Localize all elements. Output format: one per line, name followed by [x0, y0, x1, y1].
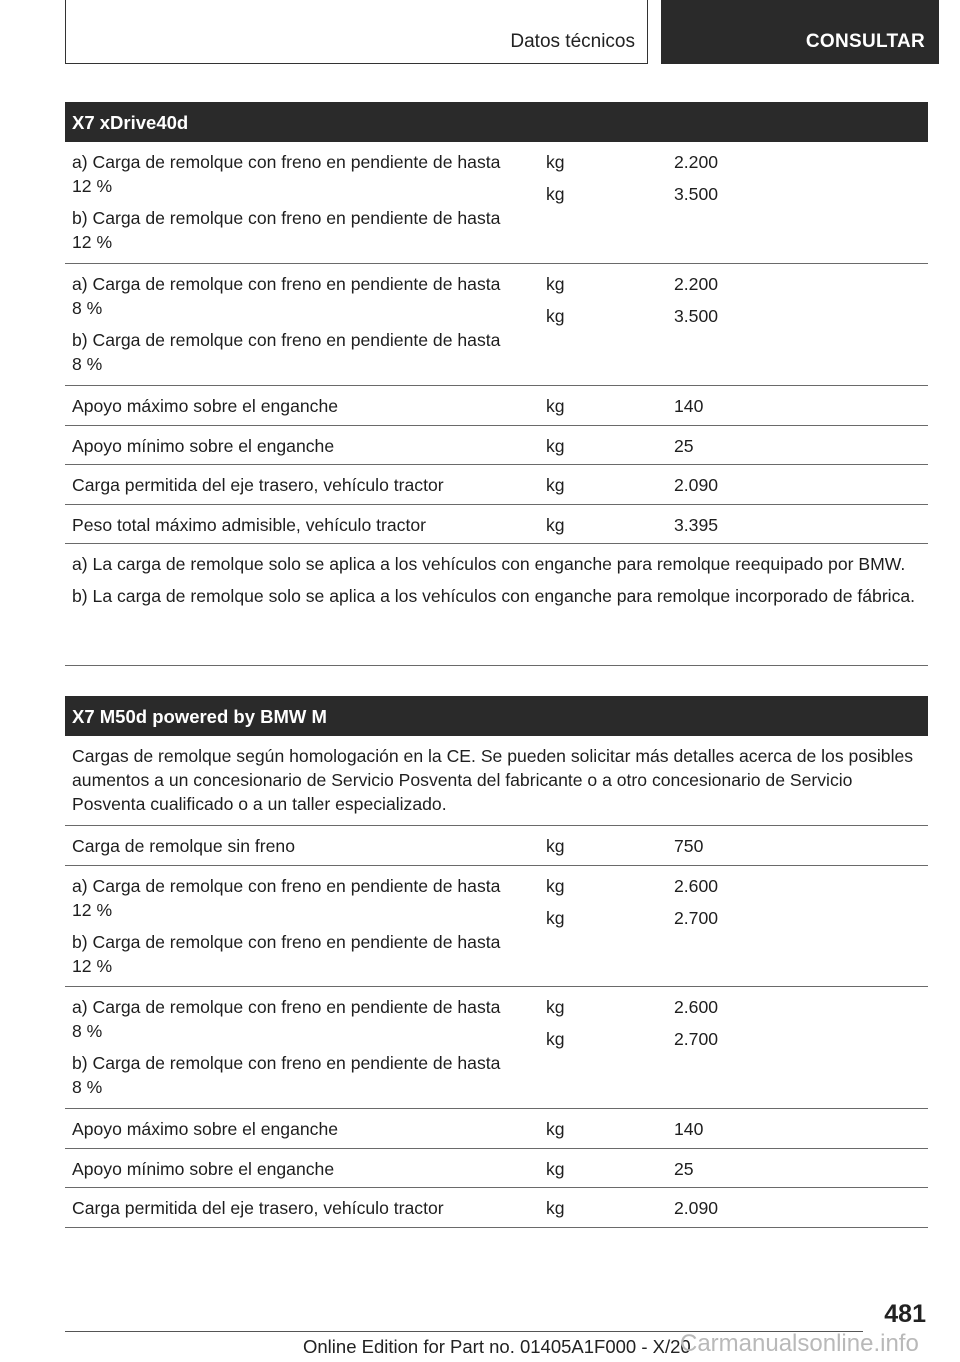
table-row: [65, 426, 928, 465]
row-description-b: b) Carga de remolque con freno en pendiente de hasta 8 %: [72, 1053, 501, 1097]
row-value: 25: [674, 1159, 694, 1179]
watermark: Carmanualsonline.info: [680, 1330, 919, 1357]
row-description: Apoyo mínimo sobre el enganche: [72, 1159, 335, 1179]
row-value-b: 2.700: [674, 908, 719, 928]
row-unit: kg: [546, 515, 565, 535]
table-row: [65, 264, 928, 386]
row-value: 25: [674, 436, 694, 456]
header-consult-tab[interactable]: [661, 0, 939, 64]
row-description-a: a) Carga de remolque con freno en pendiente de hasta 12 %: [72, 876, 501, 920]
row-value-a: 2.200: [674, 152, 719, 172]
row-description: Carga de remolque sin freno: [72, 836, 295, 856]
row-unit-a: kg: [546, 152, 565, 172]
row-value-b: 3.500: [674, 306, 719, 326]
footnotes-row: [65, 544, 928, 666]
row-unit: kg: [546, 396, 565, 416]
table-row: [65, 987, 928, 1109]
row-description: Apoyo máximo sobre el enganche: [72, 396, 339, 416]
row-value: 140: [674, 396, 704, 416]
row-description: Carga permitida del eje trasero, vehículo tractor: [72, 475, 444, 495]
row-description-a: a) Carga de remolque con freno en pendiente de hasta 8 %: [72, 274, 501, 318]
row-description-b: b) Carga de remolque con freno en pendiente de hasta 12 %: [72, 932, 501, 976]
row-value-a: 2.200: [674, 274, 719, 294]
table-row: [65, 866, 928, 987]
row-unit-b: kg: [546, 306, 565, 326]
section-title: X7 xDrive40d: [65, 102, 928, 142]
row-unit: kg: [546, 436, 565, 456]
row-description: Apoyo mínimo sobre el enganche: [72, 436, 335, 456]
row-description-b: b) Carga de remolque con freno en pendiente de hasta 8 %: [72, 330, 501, 374]
row-description: Carga permitida del eje trasero, vehículo tractor: [72, 1198, 444, 1218]
section-title: X7 M50d powered by BMW M: [65, 696, 928, 736]
row-value-a: 2.600: [674, 876, 719, 896]
table-row: [65, 826, 928, 866]
footnote-b: b) La carga de remolque solo se aplica a los vehículos con enganche para remolque incorporado de fábrica.: [72, 586, 916, 606]
row-unit: kg: [546, 475, 565, 495]
row-unit-a: kg: [546, 274, 565, 294]
page-number: 481: [884, 1300, 926, 1328]
row-unit-a: kg: [546, 997, 565, 1017]
row-value: 2.090: [674, 475, 719, 495]
intro-text: Cargas de remolque según homologación en la CE. Se pueden solicitar más detalles acerca de los posibles aumentos a un concesionario de Servicio Posventa del fabricante o a otro concesionario de Servicio Posventa cualificado o a un taller especializado.: [72, 746, 914, 814]
row-unit-b: kg: [546, 184, 565, 204]
row-description: Peso total máximo admisible, vehículo tractor: [72, 515, 426, 535]
intro-row: [65, 736, 928, 826]
section-x7-m50d: [65, 696, 928, 1228]
row-unit: kg: [546, 1159, 565, 1179]
row-value: 3.395: [674, 515, 719, 535]
header-section-tab: [65, 0, 648, 64]
row-value-b: 3.500: [674, 184, 719, 204]
row-value: 2.090: [674, 1198, 719, 1218]
table-row: [65, 505, 928, 544]
row-unit-b: kg: [546, 1029, 565, 1049]
table-row: [65, 1188, 928, 1228]
header-section-label: Datos técnicos: [510, 31, 635, 52]
row-description-a: a) Carga de remolque con freno en pendiente de hasta 8 %: [72, 997, 501, 1041]
row-unit: kg: [546, 1198, 565, 1218]
row-value: 140: [674, 1119, 704, 1139]
row-value-b: 2.700: [674, 1029, 719, 1049]
footer-edition-text: Online Edition for Part no. 01405A1F000 - X/20: [303, 1336, 691, 1357]
row-unit: kg: [546, 1119, 565, 1139]
table-row: [65, 386, 928, 426]
table-row: [65, 465, 928, 505]
row-value-a: 2.600: [674, 997, 719, 1017]
row-description-a: a) Carga de remolque con freno en pendiente de hasta 12 %: [72, 152, 501, 196]
row-unit: kg: [546, 836, 565, 856]
row-value: 750: [674, 836, 704, 856]
table-row: [65, 1109, 928, 1149]
footnote-a: a) La carga de remolque solo se aplica a los vehículos con enganche para remolque reequipado por BMW.: [72, 554, 906, 574]
header-consult-label: CONSULTAR: [805, 31, 925, 52]
row-unit-a: kg: [546, 876, 565, 896]
row-description: Apoyo máximo sobre el enganche: [72, 1119, 339, 1139]
row-description-b: b) Carga de remolque con freno en pendiente de hasta 12 %: [72, 208, 501, 252]
section-x7-xdrive40d: [65, 102, 928, 666]
table-row: [65, 142, 928, 264]
row-unit-b: kg: [546, 908, 565, 928]
table-row: [65, 1149, 928, 1188]
